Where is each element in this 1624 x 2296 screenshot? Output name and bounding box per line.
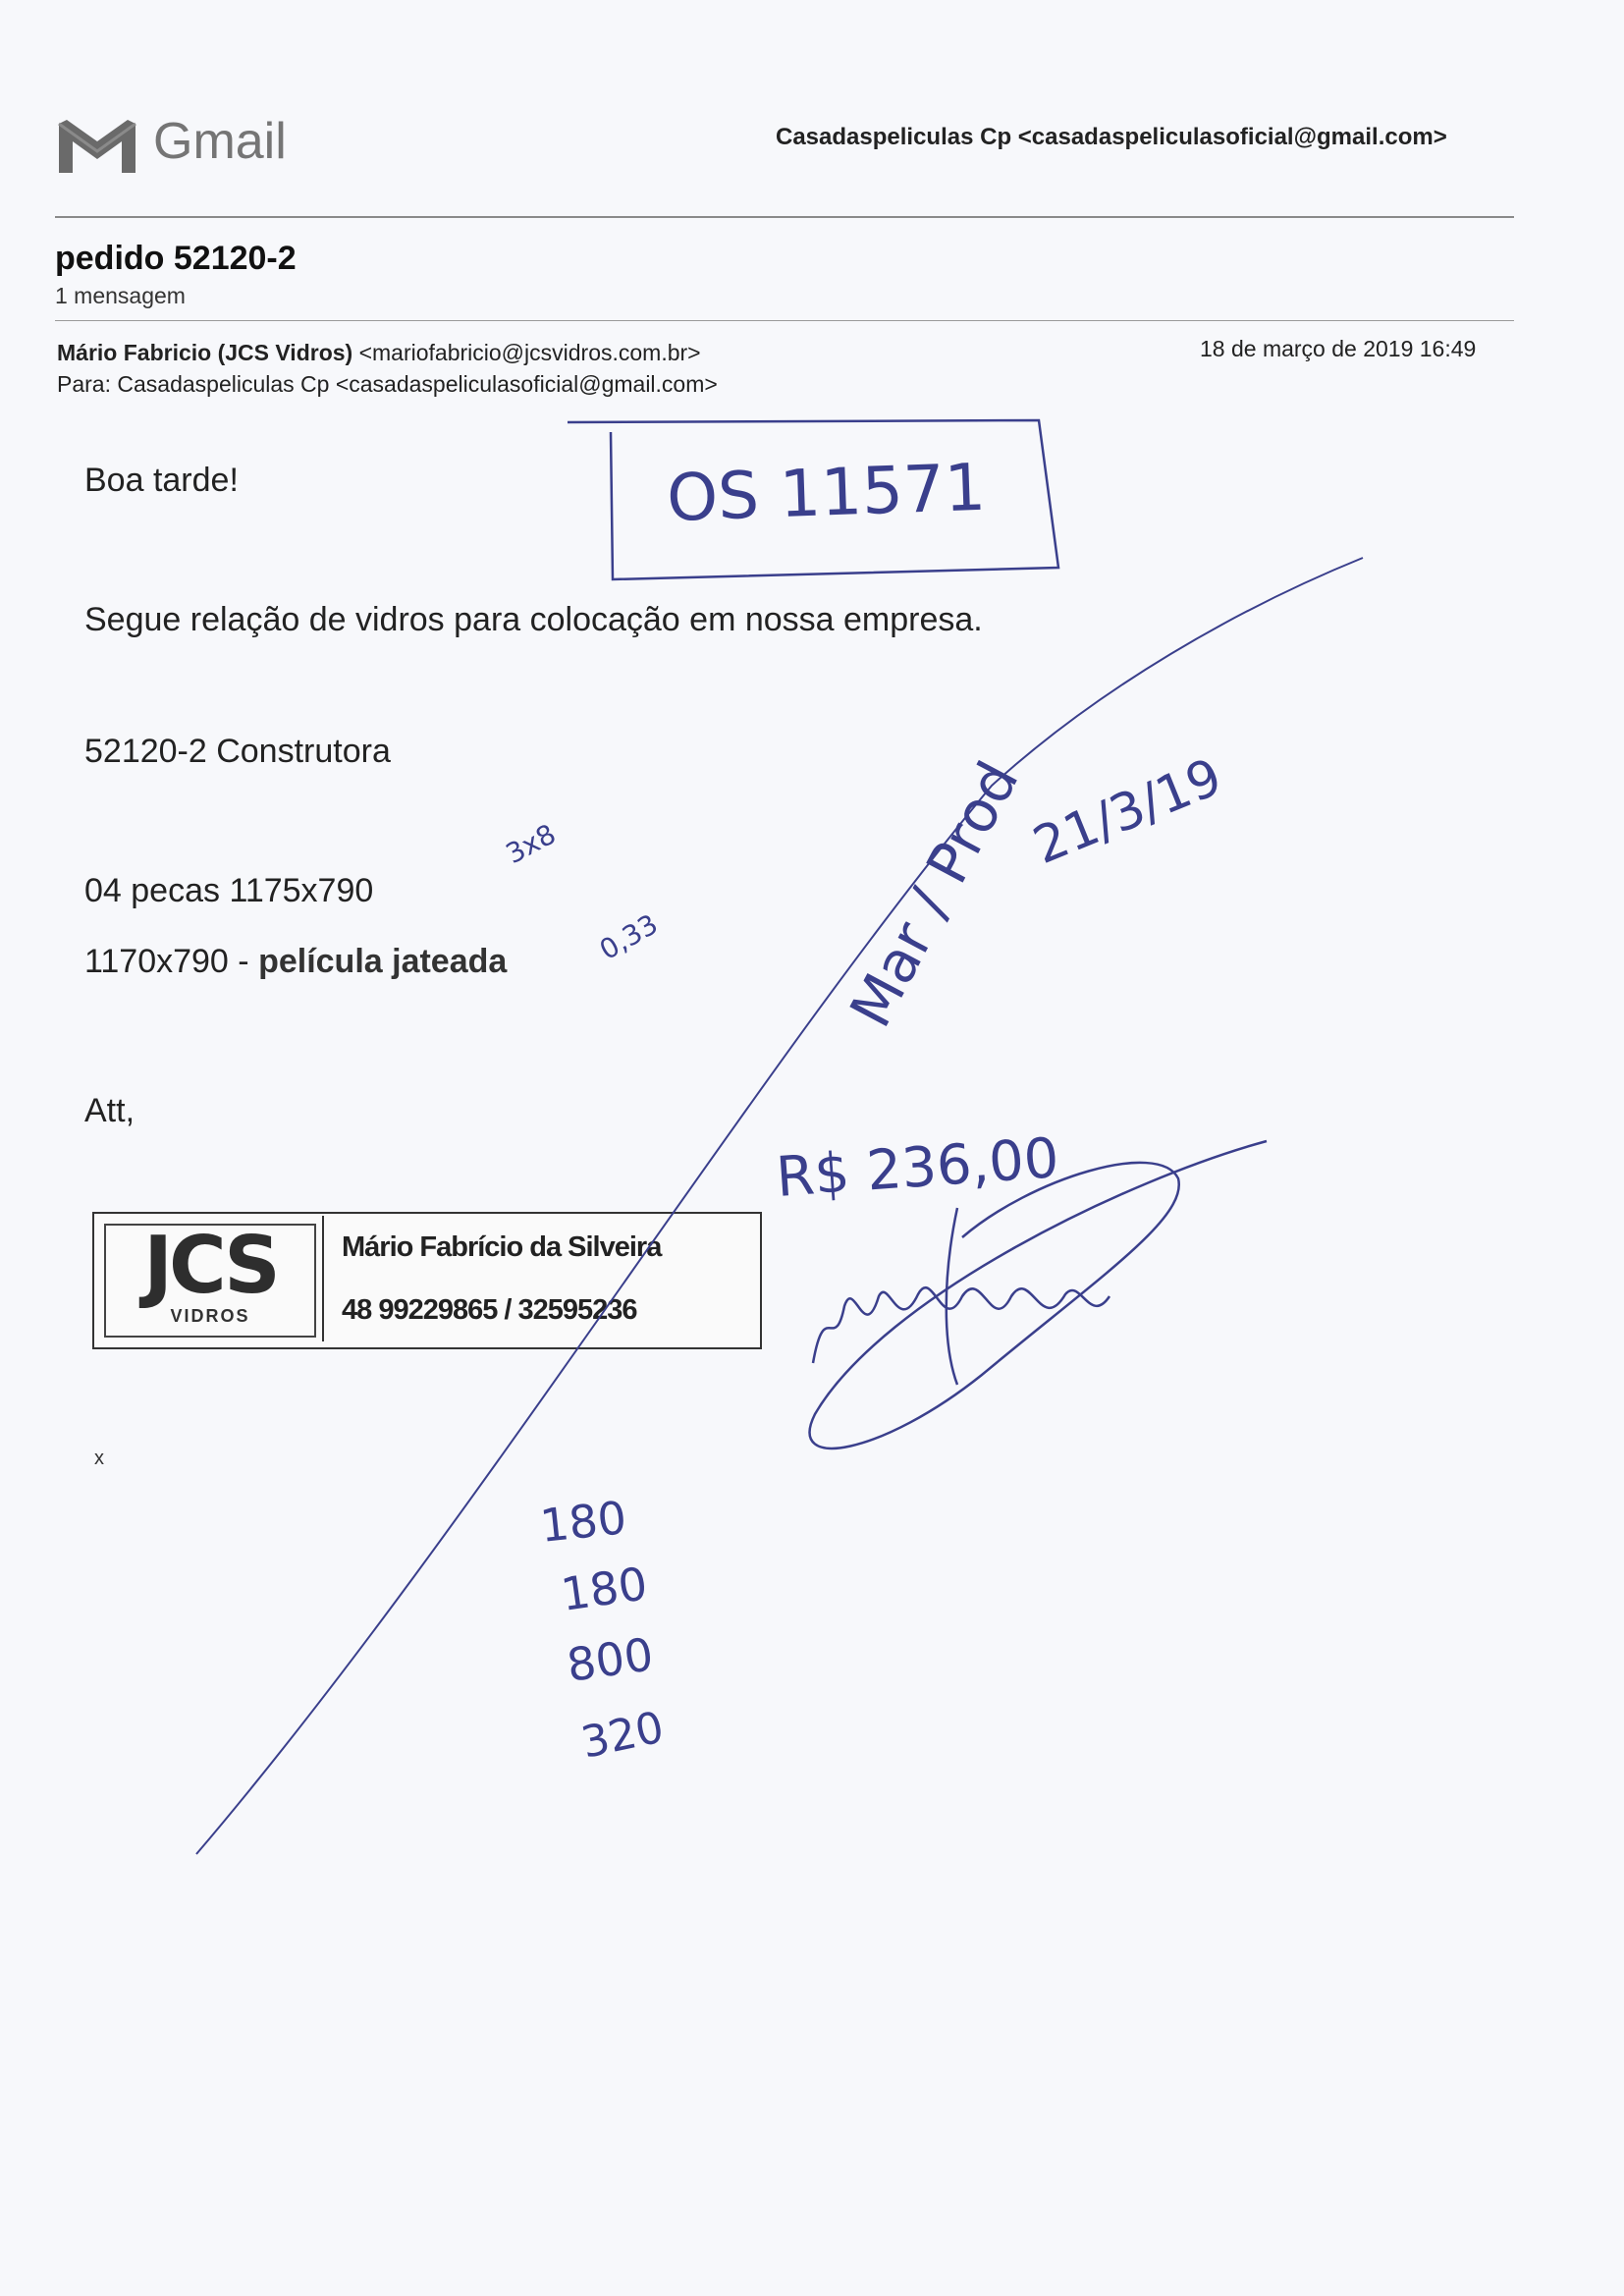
calc-note: 3x8 xyxy=(500,817,562,871)
recipient-address: Casadaspeliculas Cp <casadaspeliculasoficial@gmail.com> xyxy=(117,371,718,397)
sender-name: Mário Fabricio (JCS Vidros) xyxy=(57,340,353,365)
signature-phone: 48 99229865 / 32595236 xyxy=(342,1294,637,1326)
intro-text: Segue relação de vidros para colocação em nossa empresa. xyxy=(84,601,983,638)
message-count: 1 mensagem xyxy=(55,283,186,308)
greeting: Boa tarde! xyxy=(84,462,239,499)
account-identity: Casadaspeliculas Cp <casadaspeliculasoficial@gmail.com> xyxy=(776,124,1447,150)
recipient-label: Para: xyxy=(57,371,111,397)
company-logo xyxy=(96,1216,324,1341)
header-divider xyxy=(55,216,1514,218)
thread-divider xyxy=(55,320,1514,321)
thread-subject: pedido 52120-2 xyxy=(55,240,297,277)
sender-line xyxy=(57,340,701,366)
sender-email: <mariofabricio@jcsvidros.com.br> xyxy=(358,340,701,365)
order-reference: 52120-2 Construtora xyxy=(84,733,391,770)
order-item: 04 pecas 1175x790 xyxy=(84,872,374,909)
order-item xyxy=(84,943,507,981)
item-dimensions: 1170x790 xyxy=(84,943,229,980)
item-dash: - xyxy=(238,943,249,980)
logo-text: JCS xyxy=(143,1220,277,1311)
price-note: R$ 236,00 xyxy=(774,1126,1061,1210)
tally-value: 320 xyxy=(576,1702,669,1769)
logo-subtext: VIDROS xyxy=(170,1306,250,1326)
handwritten-signature xyxy=(810,1141,1267,1449)
email-signature xyxy=(92,1212,762,1349)
service-order-box xyxy=(568,420,1058,579)
tally-value: 180 xyxy=(558,1557,651,1621)
item-film-type: película jateada xyxy=(258,943,508,980)
gmail-m-icon xyxy=(55,116,139,177)
recipient-line xyxy=(57,371,718,398)
message-date: 18 de março de 2019 16:49 xyxy=(1200,336,1477,361)
gmail-wordmark: Gmail xyxy=(153,113,287,170)
tally-value: 180 xyxy=(537,1491,629,1553)
tally-value: 800 xyxy=(564,1627,657,1692)
signature-name: Mário Fabrício da Silveira xyxy=(342,1231,662,1263)
footer-mark: x xyxy=(94,1448,104,1469)
tally-column xyxy=(538,1491,669,1769)
approval-note: Mar / Prod xyxy=(837,750,1032,1038)
service-order-number: OS 11571 xyxy=(665,449,988,536)
calc-note: 0,33 xyxy=(594,907,664,967)
closing: Att, xyxy=(84,1092,135,1129)
approval-date: 21/3/19 xyxy=(1025,747,1230,877)
